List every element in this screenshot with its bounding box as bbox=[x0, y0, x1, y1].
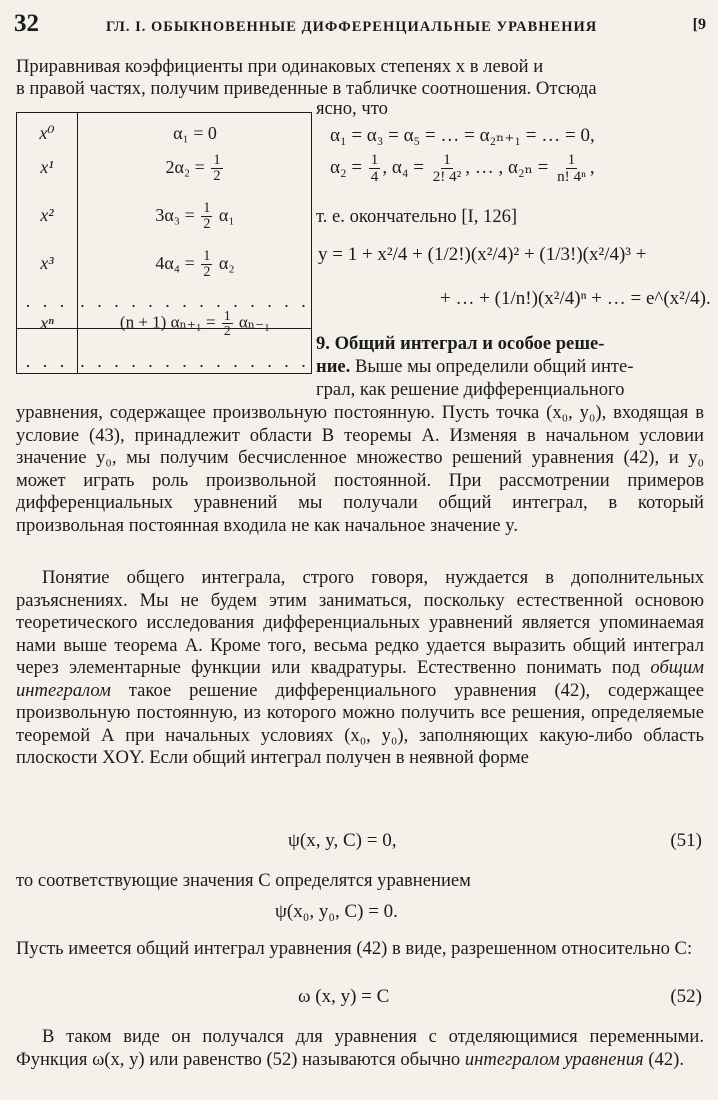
relation-lhs: (n + 1) αₙ₊₁ = bbox=[119, 312, 216, 332]
section-marker: [9 bbox=[692, 16, 706, 33]
equation-52: ω (x, y) = C bbox=[298, 986, 390, 1007]
formula-text: α₂ = bbox=[330, 156, 363, 178]
page-number: 32 bbox=[14, 10, 39, 37]
fraction-den: 4 bbox=[370, 167, 379, 185]
table-ellipsis-row bbox=[17, 291, 311, 311]
intro-line-3: ясно, что bbox=[316, 98, 388, 119]
finally-text: т. е. окончательно [I, 126] bbox=[316, 206, 518, 227]
fraction-num: 1 bbox=[443, 151, 451, 168]
relation-rhs: α₂ bbox=[218, 252, 235, 273]
section-heading: 9. Общий интеграл и особое реше- bbox=[316, 333, 605, 354]
fraction-num: 1 bbox=[213, 152, 221, 168]
ellipsis: . . . . . . . . . . . . . . bbox=[80, 351, 310, 371]
fraction-num: 1 bbox=[203, 200, 211, 216]
fraction bbox=[201, 249, 212, 280]
fraction-den: 2 bbox=[203, 264, 211, 281]
relation-cell bbox=[79, 153, 311, 184]
coefficient-table bbox=[16, 112, 312, 374]
intro-line-2: в правой частях, получим приведенные в табличке соотношения. Отсюда bbox=[16, 78, 597, 99]
fraction-den: 2 bbox=[203, 216, 211, 233]
relation-lhs: 3α₃ = bbox=[155, 204, 195, 225]
fraction-den: 2 bbox=[213, 168, 221, 185]
section-heading-end: ние. bbox=[316, 356, 351, 377]
power-cell: xⁿ bbox=[40, 313, 54, 333]
fraction-den: 2! 4² bbox=[432, 167, 462, 185]
fraction-num: 1 bbox=[567, 151, 576, 168]
equation-51: ψ(x, y, C) = 0, bbox=[288, 830, 397, 851]
section-line-2 bbox=[316, 356, 704, 379]
fraction-den: 2 bbox=[223, 323, 231, 339]
running-title: ГЛ. I. ОБЫКНОВЕННЫЕ ДИФФЕРЕНЦИАЛЬНЫЕ УРАВНЕНИЯ bbox=[106, 19, 598, 35]
equation-51b: ψ(x₀, y₀, C) = 0. bbox=[275, 901, 398, 922]
relation-cell: α₁ = 0 bbox=[173, 123, 217, 143]
fraction-den: n! 4ⁿ bbox=[557, 167, 586, 185]
fraction bbox=[201, 201, 212, 232]
table-row bbox=[17, 201, 311, 231]
paragraph-text: В таком виде он получался для уравнения с отделяющимися переменными. Функция ω(x, y) или равенство (52) называются обычно bbox=[16, 1026, 704, 1070]
formula-text: , … , α₂ₙ = bbox=[465, 156, 549, 178]
text-before-52: Пусть имеется общий интеграл уравнения (42) в виде, разрешенном относительно C: bbox=[16, 938, 693, 959]
fraction bbox=[222, 309, 233, 339]
power-cell: x² bbox=[40, 205, 54, 225]
power-cell: x¹ bbox=[40, 157, 54, 177]
series-formula-line-1: y = 1 + x²/4 + (1/2!)(x²/4)² + (1/3!)(x²/4)³ + bbox=[318, 244, 647, 265]
text-after-51: то соответствующие значения C определятся уравнением bbox=[16, 870, 471, 891]
fraction bbox=[431, 152, 464, 185]
relation-lhs: 2α₂ = bbox=[165, 156, 205, 177]
ellipsis: . . . bbox=[25, 291, 69, 311]
fraction bbox=[369, 152, 381, 185]
final-paragraph bbox=[16, 1026, 704, 1071]
equation-number-52: (52) bbox=[670, 986, 702, 1007]
formula-text: , α₄ = bbox=[382, 156, 424, 178]
fraction bbox=[555, 152, 588, 185]
table-row bbox=[17, 249, 311, 279]
relation-cell bbox=[79, 309, 311, 339]
fraction-num: 1 bbox=[370, 151, 379, 168]
table-ellipsis-row bbox=[17, 351, 311, 371]
paragraph-text: Понятие общего интеграла, строго говоря, нуждается в дополнительных разъяснениях. Мы не будем этим заниматься, поскольку естественной основою теоретического исследования дифференциальных уравнений является упоминаемая нами выше теорема А. Кроме того, весьма редко удается выразить общий интеграл через элементарные функции или квадратуры. Естественно понимать под bbox=[16, 567, 704, 678]
power-cell: x⁰ bbox=[39, 123, 55, 143]
fraction bbox=[211, 153, 222, 184]
relation-lhs: 4α₄ = bbox=[155, 252, 195, 273]
odd-coefficients-formula: α₁ = α₃ = α₅ = … = α₂ₙ₊₁ = … = 0, bbox=[330, 125, 595, 146]
section-text: Выше мы определили общий инте- bbox=[350, 356, 634, 377]
series-formula-line-2: + … + (1/n!)(x²/4)ⁿ + … = e^(x²/4). bbox=[440, 288, 711, 309]
term-integral-of-equation: интегралом уравнения bbox=[464, 1048, 644, 1070]
even-coefficients-formula bbox=[330, 152, 595, 185]
running-header bbox=[14, 10, 708, 44]
term-general-integral: общим интегралом bbox=[16, 657, 704, 701]
formula-text: , bbox=[589, 156, 595, 178]
intro-line-1: Приравнивая коэффициенты при одинаковых степенях x в левой и bbox=[16, 56, 544, 77]
relation-cell bbox=[79, 201, 311, 232]
equation-number-51: (51) bbox=[670, 830, 702, 851]
power-cell: x³ bbox=[40, 253, 54, 273]
section-line-3: грал, как решение дифференциального bbox=[316, 379, 625, 400]
paragraph-text: (42). bbox=[643, 1048, 684, 1070]
paragraph-general-integral bbox=[16, 567, 704, 770]
ellipsis: . . . . . . . . . . . . . . bbox=[80, 291, 310, 311]
fraction-num: 1 bbox=[223, 308, 231, 323]
table-row bbox=[17, 309, 311, 339]
fraction-num: 1 bbox=[203, 248, 211, 264]
relation-rhs: αₙ₋₁ bbox=[238, 312, 271, 332]
ellipsis: . . . bbox=[25, 351, 69, 371]
section-paragraph: уравнения, содержащее произвольную постоянную. Пусть точка (x₀, y₀), входящая в условие (43), принадлежит области B теоремы А. Изменяя в начальном условии значение y₀, мы получим бесчисленное множество решений уравнения (42), и y₀ может играть роль произвольной постоянной. При рассмотрении примеров дифференциальных уравнений мы получали общий интеграл, в который произвольная постоянная входила не как начальное значение y. bbox=[16, 402, 704, 536]
relation-rhs: α₁ bbox=[218, 204, 235, 225]
table-row bbox=[17, 123, 311, 153]
section-heading-line bbox=[316, 333, 704, 356]
paragraph-text: такое решение дифференциального уравнения (42), содержащее произвольную постоянную, из которого можно получить все решения, определяемые теоремой А при начальных условиях (x₀, y₀), заполняющих какую-либо область плоскости XOY. Если общий интеграл получен в неявной форме bbox=[16, 679, 704, 768]
table-row bbox=[17, 153, 311, 183]
relation-cell bbox=[79, 249, 311, 280]
